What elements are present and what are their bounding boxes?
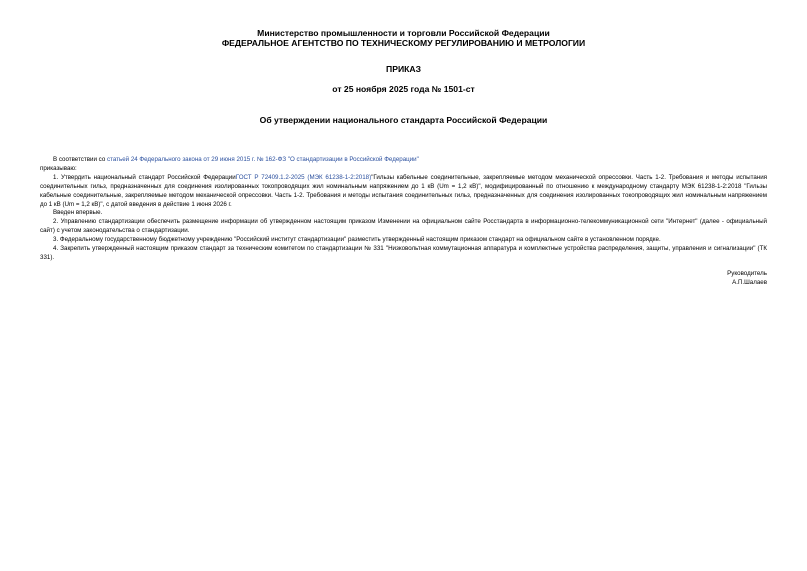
introduced-note: Введен впервые.: [53, 209, 103, 217]
federal-law-link[interactable]: статьей 24 Федерального закона от 29 июня 2015 г. № 162-ФЗ "О стандартизации в Российской Федерации": [106, 156, 419, 163]
paragraph-3: 3. Федеральному государственному бюджетному учреждению "Российский институт стандартизации" разместить утвержденный настоящим приказом стандарт на официальном сайте в установленном порядке.: [53, 236, 661, 244]
paragraph-1-prefix: 1. Утвердить национальный стандарт Российской Федерации: [53, 173, 236, 181]
paragraph-4: 4. Закрепить утвержденный настоящим приказом стандарт за техническим комитетом по стандартизации № 331 "Низковольтная коммутационная аппаратура и комплектные устройства распределения, защиты, управления и сигнализации" (ТК 331).: [40, 245, 767, 261]
signature-name: А.П.Шалаев: [732, 278, 767, 286]
paragraph-2: 2. Управлению стандартизации обеспечить размещение информации об утвержденном настоящим приказом Изменении на официальном сайте Росстандарта в информационно-телекоммуникационной сети "Интернет" (далее - официальный сайт) с учетом законодательства о стандартизации.: [40, 218, 767, 235]
ministry-heading: Министерство промышленности и торговли Российской Федерации: [257, 28, 550, 38]
paragraph-1-text: "Гильзы кабельные соединительные, закрепляемые методом механической опрессовки. Часть 1-2. Требования и методы испытания соединительных гильз, предназначенных для соединения изолированных токопроводящих жил номинальным напряжением до 1 кВ (Um = 1,2 кВ)", модифицированный по отношению к международному стандарту МЭК 61238-1-2:2018 "Гильзы кабельные соединительные, закрепляемые методом механической опрессовки. Часть 1-2. Требования и методы испытания соединительных гильз, предназначенных для соединения изолированных токопроводящих жил номинальным напряжением до 1 кВ (Um = 1,2 кВ)", с датой введения в действие 1 июня 2026 г.: [40, 173, 768, 208]
date-number: от 25 ноября 2025 года № 1501-ст: [332, 84, 475, 94]
gost-standard-link[interactable]: ГОСТ Р 72409.1.2-2025 (МЭК 61238-1-2:2018): [235, 173, 372, 181]
agency-heading: ФЕДЕРАЛЬНОЕ АГЕНТСТВО ПО ТЕХНИЧЕСКОМУ РЕГУЛИРОВАНИЮ И МЕТРОЛОГИИ: [221, 38, 586, 48]
document-title: Об утверждении национального стандарта Российской Федерации: [259, 115, 548, 125]
document-body: [40, 156, 767, 288]
intro-text: В соответствии со: [53, 156, 107, 163]
orders-line: приказываю:: [40, 164, 77, 172]
paragraph-1: [40, 174, 767, 210]
intro-paragraph: [40, 156, 767, 165]
document-type: ПРИКАЗ: [386, 64, 421, 74]
signature-position: Руководитель: [727, 269, 767, 277]
